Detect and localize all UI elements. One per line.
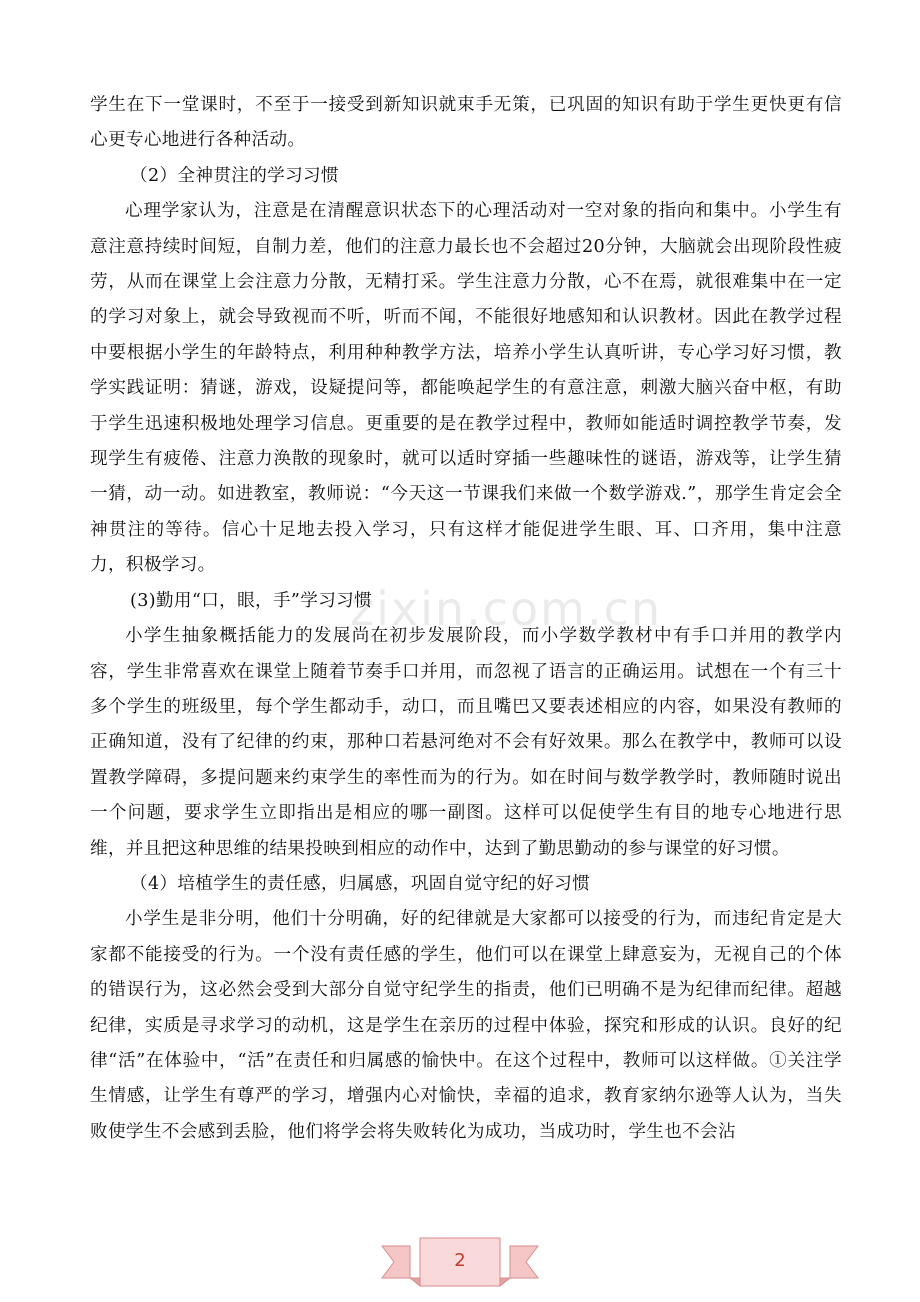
section-heading-2: （2）全神贯注的学习习惯 <box>130 165 339 186</box>
page-number: 2 <box>454 1250 466 1271</box>
page-footer <box>380 1232 540 1292</box>
section-heading-4: （4）培植学生的责任感，归属感，巩固自觉守纪的好习惯 <box>130 873 591 894</box>
document-body <box>90 88 842 1150</box>
watermark: zixin.com.cn <box>350 582 663 636</box>
paragraph-body: 学生在下一堂课时，不至于一接受到新知识就束手无策，已巩固的知识有助于学生更快更有信心更专心地进行各种活动。 <box>90 95 842 151</box>
section-heading-3: (3)勤用“口，眼，手”学习习惯 <box>130 590 373 611</box>
paragraph-body: 小学生抽象概括能力的发展尚在初步发展阶段，而小学数学教材中有手口并用的教学内容，学生非常喜欢在课堂上随着节奏手口并用，而忽视了语言的正确运用。试想在一个有三十多个学生的班级里，每个学生都动手，动口，而且嘴巴又要表述相应的内容，如果没有教师的正确知道，没有了纪律的约束，那种口若悬河绝对不会有好效果。那么在教学中，教师可以设置教学障碍，多提问题来约束学生的率性而为的行为。如在时间与数学教学时，教师随时说出一个问题，要求学生立即指出是相应的哪一副图。这样可以促使学生有目的地专心地进行思维，并且把这种思维的结果投映到相应的动作中，达到了勤思勤动的参与课堂的好习惯。 <box>90 626 842 859</box>
paragraph-body: 心理学家认为，注意是在清醒意识状态下的心理活动对一空对象的指向和集中。小学生有意注意持续时间短，自制力差，他们的注意力最长也不会超过20分钟，大脑就会出现阶段性疲劳，从而在课堂上会注意力分散，无精打采。学生注意力分散，心不在焉，就很难集中在一定的学习对象上，就会导致视而不听，听而不闻，不能很好地感知和认识教材。因此在教学过程中要根据小学生的年龄特点，利用种种教学方法，培养小学生认真听讲，专心学习好习惯，教学实践证明：猜谜，游戏，设疑提问等，都能唤起学生的有意注意，刺激大脑兴奋中枢，有助于学生迅速积极地处理学习信息。更重要的是在教学过程中，教师如能适时调控教学节奏，发现学生有疲倦、注意力涣散的现象时，就可以适时穿插一些趣味性的谜语，游戏等，让学生猜一猜，动一动。如进教室，教师说：“今天这一节课我们来做一个数学游戏.”，那学生肯定会全神贯注的等待。信心十足地去投入学习，只有这样才能促进学生眼、耳、口齐用，集中注意力，积极学习。 <box>90 201 842 576</box>
paragraph-body: 小学生是非分明，他们十分明确，好的纪律就是大家都可以接受的行为，而违纪肯定是大家都不能接受的行为。一个没有责任感的学生，他们可以在课堂上肆意妄为，无视自己的个体的错误行为，这必然会受到大部分自觉守纪学生的指责，他们已明确不是为纪律而纪律。超越纪律，实质是寻求学习的动机，这是学生在亲历的过程中体验，探究和形成的认识。良好的纪律“活”在体验中，“活”在责任和归属感的愉快中。在这个过程中，教师可以这样做。①关注学生情感，让学生有尊严的学习，增强内心对愉快，幸福的追求，教育家纳尔逊等人认为，当失败使学生不会感到丢脸，他们将学会将失败转化为成功，当成功时，学生也不会沾 <box>90 909 842 1142</box>
